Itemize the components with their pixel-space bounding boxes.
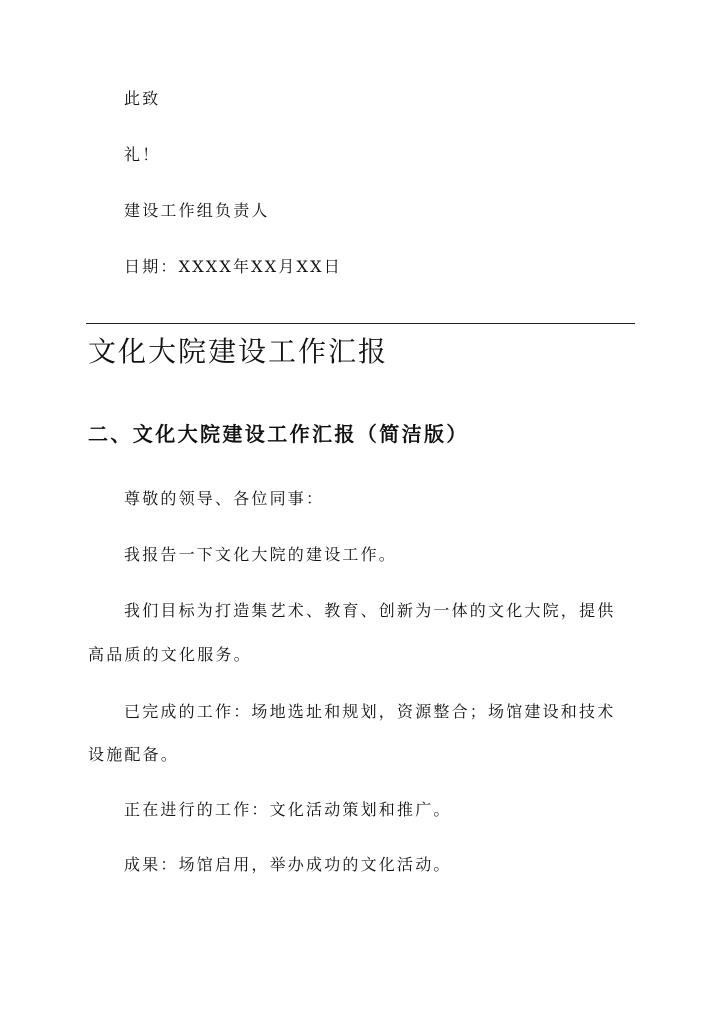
section-divider <box>86 323 635 324</box>
closing-regards: 礼！ <box>124 145 161 164</box>
section-heading: 二、文化大院建设工作汇报（简洁版） <box>88 422 469 446</box>
goal-paragraph-line-2: 高品质的文化服务。 <box>88 645 252 664</box>
closing-date: 日期：XXXX年XX月XX日 <box>124 257 342 276</box>
closing-salutation: 此致 <box>124 89 161 108</box>
completed-work-line-2: 设施配备。 <box>88 745 180 764</box>
in-progress-paragraph: 正在进行的工作：文化活动策划和推广。 <box>124 800 452 819</box>
closing-signer: 建设工作组负责人 <box>124 201 270 220</box>
completed-work-line-1: 已完成的工作：场地选址和规划，资源整合；场馆建设和技术 <box>124 702 616 721</box>
goal-paragraph-line-1: 我们目标为打造集艺术、教育、创新为一体的文化大院，提供 <box>124 601 616 620</box>
results-paragraph: 成果：场馆启用，举办成功的文化活动。 <box>124 855 452 874</box>
intro-paragraph: 我报告一下文化大院的建设工作。 <box>124 545 398 564</box>
greeting-paragraph: 尊敬的领导、各位同事： <box>124 489 325 508</box>
report-title: 文化大院建设工作汇报 <box>88 335 389 368</box>
